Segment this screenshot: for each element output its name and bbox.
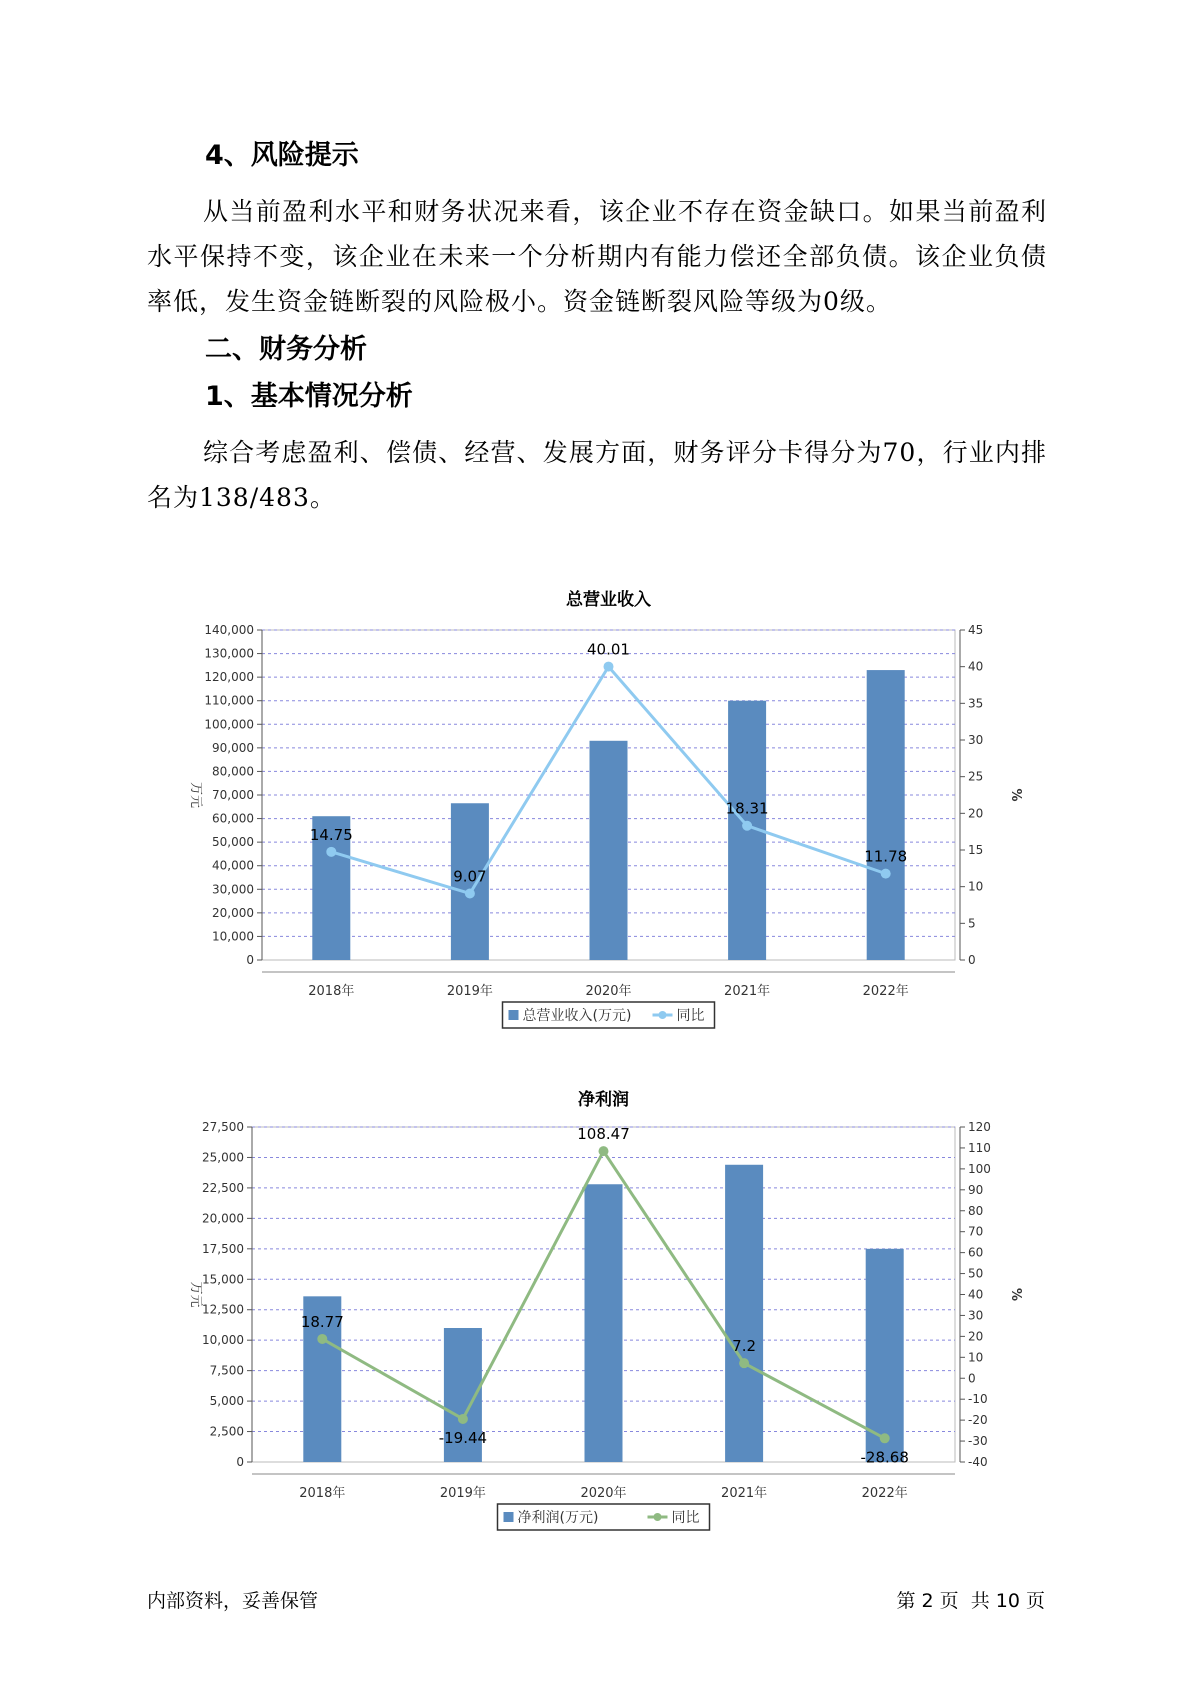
- legend-line-marker: [659, 1011, 667, 1019]
- legend-line-marker: [654, 1513, 662, 1521]
- bar-2021年: [725, 1165, 763, 1462]
- y-tick-label: 80,000: [212, 764, 254, 779]
- legend-bar-label: 净利润(万元): [517, 1510, 599, 1526]
- y2-axis-label: %: [1008, 1287, 1023, 1302]
- y-tick-label: 100,000: [204, 717, 254, 732]
- footer-left: 内部资料，妥善保管: [147, 1590, 319, 1612]
- yoy-point: [599, 1146, 609, 1156]
- yoy-data-label: 9.07: [453, 867, 487, 886]
- y-tick-label: 20,000: [202, 1211, 244, 1226]
- y-tick-label: 90,000: [212, 740, 254, 755]
- y2-tick-label: 60: [968, 1245, 984, 1260]
- yoy-data-label: 40.01: [587, 640, 630, 659]
- y-axis-label: 万元: [188, 1281, 203, 1308]
- y-tick-label: 10,000: [212, 929, 254, 944]
- legend-bar-swatch: [504, 1512, 514, 1522]
- x-tick-label: 2022年: [862, 984, 909, 999]
- y2-tick-label: 100: [968, 1161, 991, 1176]
- section-2-heading: 二、财务分析: [205, 334, 367, 365]
- legend-line-label: 同比: [676, 1008, 705, 1024]
- y-tick-label: 50,000: [212, 835, 254, 850]
- y2-tick-label: 0: [968, 1371, 976, 1386]
- bar-2022年: [867, 670, 905, 960]
- y-tick-label: 17,500: [202, 1241, 244, 1256]
- section-2-1-paragraph: [147, 430, 1047, 520]
- y-tick-label: 110,000: [204, 693, 254, 708]
- legend-line-label: 同比: [671, 1510, 700, 1526]
- x-tick-label: 2021年: [724, 984, 771, 999]
- x-tick-label: 2018年: [299, 1486, 346, 1501]
- yoy-data-label: 7.2: [732, 1337, 757, 1356]
- y-tick-label: 15,000: [202, 1272, 244, 1287]
- x-tick-label: 2019年: [439, 1486, 486, 1501]
- x-tick-label: 2019年: [446, 984, 493, 999]
- y-tick-label: 12,500: [202, 1302, 244, 1317]
- net-profit-chart: [0, 1075, 1191, 1539]
- y2-tick-label: 45: [968, 623, 984, 637]
- section-2-1-heading: 1、基本情况分析: [205, 381, 413, 412]
- y2-tick-label: 40: [968, 659, 984, 674]
- y-tick-label: 5,000: [209, 1394, 244, 1409]
- y-axis-label: 万元: [188, 781, 203, 809]
- y-tick-label: 10,000: [202, 1333, 244, 1348]
- bar-2020年: [585, 1184, 623, 1462]
- y2-tick-label: 30: [968, 1308, 984, 1323]
- y-tick-label: 7,500: [209, 1363, 244, 1378]
- y2-tick-label: 10: [968, 1350, 984, 1365]
- y2-tick-label: 80: [968, 1203, 984, 1218]
- revenue-chart-svg: [0, 575, 1191, 1035]
- y2-tick-label: 40: [968, 1287, 984, 1302]
- y-tick-label: 140,000: [204, 623, 254, 637]
- yoy-point: [465, 888, 475, 898]
- section-2-1-text: 综合考虑盈利、偿债、经营、发展方面，财务评分卡得分为70，行业内排名为138/483。: [147, 438, 1047, 512]
- yoy-point: [880, 1433, 890, 1443]
- y-tick-label: 120,000: [204, 670, 254, 685]
- yoy-data-label: 18.77: [300, 1312, 344, 1331]
- y2-tick-label: 5: [968, 916, 976, 931]
- y-tick-label: 30,000: [212, 882, 254, 897]
- y2-tick-label: 25: [968, 769, 984, 784]
- yoy-point: [317, 1334, 327, 1344]
- y2-tick-label: 10: [968, 879, 984, 894]
- legend-bar-label: 总营业收入(万元): [522, 1008, 632, 1024]
- yoy-point: [742, 821, 752, 831]
- y-tick-label: 2,500: [209, 1424, 244, 1439]
- yoy-point: [739, 1358, 749, 1368]
- x-tick-label: 2018年: [308, 984, 355, 999]
- yoy-data-label: 14.75: [309, 825, 353, 844]
- x-tick-label: 2021年: [721, 1486, 768, 1501]
- y-tick-label: 60,000: [212, 811, 254, 826]
- y-tick-label: 40,000: [212, 858, 254, 873]
- y2-tick-label: -20: [968, 1413, 988, 1428]
- y2-tick-label: 15: [968, 843, 984, 857]
- y-tick-label: 0: [246, 953, 254, 967]
- y-tick-label: 20,000: [212, 905, 254, 920]
- yoy-data-label: 108.47: [577, 1125, 630, 1144]
- y-tick-label: 27,500: [202, 1120, 244, 1134]
- x-tick-label: 2020年: [585, 984, 632, 999]
- net-profit-chart-svg: [0, 1075, 1191, 1535]
- yoy-data-label: -19.44: [438, 1428, 488, 1447]
- y2-tick-label: 50: [968, 1266, 984, 1281]
- y2-tick-label: 120: [968, 1120, 991, 1134]
- y2-tick-label: -40: [968, 1455, 988, 1469]
- y-tick-label: 22,500: [202, 1180, 244, 1195]
- y-tick-label: 0: [236, 1455, 244, 1469]
- y-tick-label: 130,000: [204, 646, 254, 661]
- footer-page-number: 第 2 页 共 10 页: [896, 1590, 1045, 1612]
- y2-tick-label: 20: [968, 806, 984, 821]
- revenue-chart: [0, 575, 1191, 1039]
- y2-tick-label: 110: [968, 1140, 991, 1155]
- y2-tick-label: 30: [968, 733, 984, 747]
- yoy-point: [604, 662, 614, 672]
- section-4-heading: 4、风险提示: [205, 140, 359, 171]
- y2-tick-label: -10: [968, 1392, 988, 1407]
- y2-tick-label: 20: [968, 1329, 984, 1344]
- y-tick-label: 25,000: [202, 1150, 244, 1165]
- y2-tick-label: 90: [968, 1182, 984, 1197]
- section-4-text: 从当前盈利水平和财务状况来看，该企业不存在资金缺口。如果当前盈利水平保持不变，该企业在未来一个分析期内有能力偿还全部负债。该企业负债率低，发生资金链断裂的风险极小。资金链断裂风险等级为0级。: [147, 197, 1047, 316]
- x-tick-label: 2022年: [861, 1486, 908, 1501]
- yoy-data-label: 18.31: [725, 799, 769, 818]
- chart-title: 总营业收入: [566, 590, 651, 610]
- bar-2020年: [590, 741, 628, 960]
- chart-title: 净利润: [578, 1090, 629, 1110]
- y2-tick-label: 70: [968, 1224, 984, 1239]
- section-4-paragraph: [147, 189, 1047, 324]
- yoy-data-label: -28.68: [860, 1448, 909, 1467]
- yoy-point: [458, 1414, 468, 1424]
- y-tick-label: 70,000: [212, 788, 254, 802]
- y2-tick-label: -30: [968, 1434, 988, 1449]
- legend-bar-swatch: [509, 1010, 519, 1020]
- yoy-point: [326, 847, 336, 857]
- x-tick-label: 2020年: [580, 1486, 627, 1501]
- y2-tick-label: 35: [968, 696, 984, 711]
- yoy-data-label: 11.78: [864, 847, 908, 866]
- y2-axis-label: %: [1008, 788, 1023, 802]
- yoy-point: [881, 869, 891, 879]
- y2-tick-label: 0: [968, 953, 976, 967]
